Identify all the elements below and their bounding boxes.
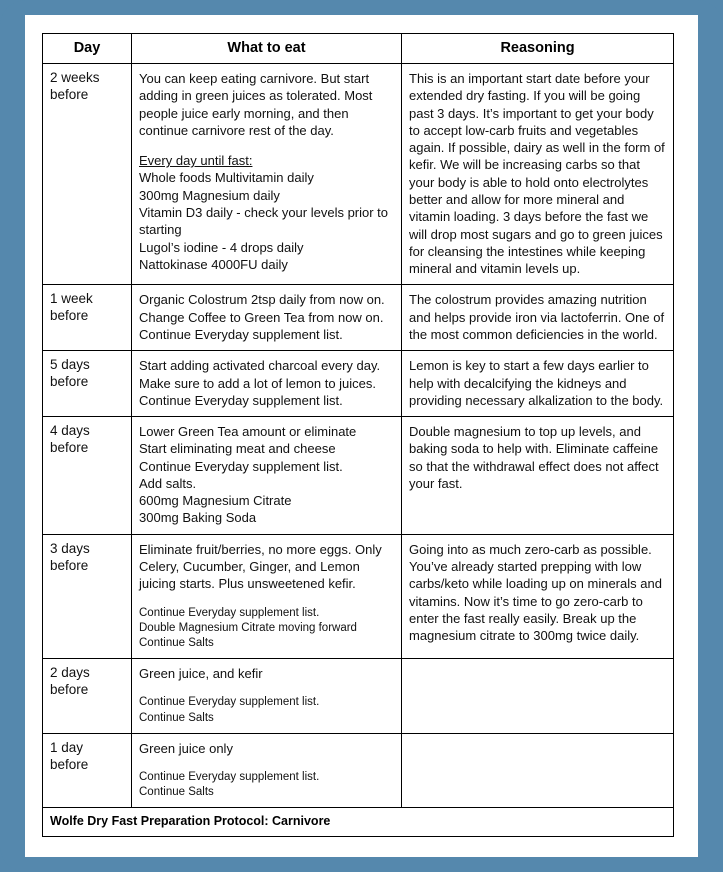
day-label: 2 weeks before: [43, 64, 132, 285]
table-row: [43, 417, 674, 535]
eat-supplement-list: [139, 152, 394, 273]
eat-line: Continue Everyday supplement list.: [139, 458, 343, 474]
eat-paragraph: Eliminate fruit/berries, no more eggs. Only Celery, Cucumber, Ginger, and Lemon juicing starts. Plus unsweetened kefir.: [139, 541, 382, 592]
reasoning-paragraph: Lemon is key to start a few days earlier to help with decalcifying the kidneys and providing necessary alkalization to the body.: [409, 358, 664, 408]
eat-supplement-list: [139, 695, 394, 725]
reasoning-cell: [402, 659, 674, 734]
eat-paragraph: Green juice only: [139, 740, 233, 756]
table-body: [43, 64, 674, 837]
eat-line: Continue Everyday supplement list.: [139, 392, 343, 408]
supplement-line: Continue Everyday supplement list.: [139, 771, 320, 784]
reasoning-paragraph: The colostrum provides amazing nutrition and helps provide iron via lactoferrin. One of the most common deficiencies in the world.: [409, 292, 665, 342]
what-to-eat-cell: [132, 659, 402, 734]
eat-supplement-list: [139, 606, 394, 652]
table-row: [43, 733, 674, 808]
reasoning-paragraph: Going into as much zero-carb as possible. You’ve already started prepping with low carbs/keto while loading up on minerals and vitamins. Now it’s time to go zero-carb to enter the fast really easily. Break up the magnesium citrate to 300mg twice daily.: [409, 541, 662, 644]
what-to-eat-cell: [132, 351, 402, 417]
eat-line: Organic Colostrum 2tsp daily from now on.: [139, 292, 385, 308]
protocol-title: Wolfe Dry Fast Preparation Protocol: Carnivore: [43, 808, 674, 837]
eat-line: 600mg Magnesium Citrate: [139, 493, 292, 509]
eat-paragraph: You can keep eating carnivore. But start adding in green juices as tolerated. Most people juice early morning, and then continue carnivore rest of the day.: [139, 71, 373, 138]
table-row: [43, 285, 674, 351]
what-to-eat-cell: [132, 285, 402, 351]
eat-line-list: [139, 357, 394, 409]
eat-line: Start eliminating meat and cheese: [139, 441, 336, 457]
reasoning-cell: [402, 733, 674, 808]
eat-line-list: [139, 291, 394, 343]
what-to-eat-cell: [132, 534, 402, 658]
reasoning-cell: [402, 351, 674, 417]
supplement-line: Continue Everyday supplement list.: [139, 606, 320, 619]
reasoning-cell: [402, 417, 674, 535]
day-label: 1 day before: [43, 733, 132, 808]
reasoning-paragraph: Double magnesium to top up levels, and baking soda to help with. Eliminate caffeine so that the withdrawal effect does not affect your fast.: [409, 424, 659, 491]
table-row: [43, 351, 674, 417]
eat-line: 300mg Baking Soda: [139, 510, 257, 526]
table-header: [43, 34, 674, 64]
reasoning-paragraph: This is an important start date before your extended dry fasting. If you will be going past 3 days. It’s important to get your body to accept low-carb fruits and vegetables again. If possible, dairy as well in the form of kefir. We will be increasing carbs so that your body is able to hold onto electrolytes better and allow for more mineral and vitamin loading. 3 days before the fast we will drop most sugars and go to green juices for cleansing the intestines while keeping mineral and vitamin levels up.: [409, 71, 665, 277]
eat-line: Add salts.: [139, 475, 197, 491]
eat-line: Continue Everyday supplement list.: [139, 326, 343, 342]
reasoning-cell: [402, 534, 674, 658]
table-row: [43, 534, 674, 658]
supplement-list-heading: Every day until fast:: [139, 153, 253, 169]
supplement-line: Whole foods Multivitamin daily: [139, 170, 314, 186]
day-label: 1 week before: [43, 285, 132, 351]
day-label: 5 days before: [43, 351, 132, 417]
reasoning-cell: [402, 285, 674, 351]
day-label: 2 days before: [43, 659, 132, 734]
day-label: 4 days before: [43, 417, 132, 535]
document-paper: [25, 15, 698, 857]
supplement-line: Vitamin D3 daily - check your levels prior to starting: [139, 204, 389, 238]
supplement-line: Continue Everyday supplement list.: [139, 696, 320, 709]
column-header-reasoning: Reasoning: [402, 34, 674, 64]
eat-supplement-list: [139, 770, 394, 800]
eat-line-list: [139, 423, 394, 527]
table-row: [43, 64, 674, 285]
supplement-line: Continue Salts: [139, 786, 214, 799]
eat-line: Lower Green Tea amount or eliminate: [139, 424, 357, 440]
reasoning-cell: [402, 64, 674, 285]
supplement-line: 300mg Magnesium daily: [139, 187, 280, 203]
supplement-line: Continue Salts: [139, 636, 214, 649]
day-label: 3 days before: [43, 534, 132, 658]
eat-paragraph: Green juice, and kefir: [139, 666, 263, 682]
supplement-line: Double Magnesium Citrate moving forward: [139, 621, 357, 634]
supplement-line: Nattokinase 4000FU daily: [139, 256, 288, 272]
what-to-eat-cell: [132, 64, 402, 285]
eat-line: Start adding activated charcoal every day.: [139, 358, 381, 374]
supplement-line: Continue Salts: [139, 711, 214, 724]
eat-line: Change Coffee to Green Tea from now on.: [139, 309, 384, 325]
table-row: [43, 659, 674, 734]
supplement-line: Lugol’s iodine - 4 drops daily: [139, 239, 304, 255]
column-header-day: Day: [43, 34, 132, 64]
dry-fast-protocol-table: [42, 33, 674, 837]
what-to-eat-cell: [132, 417, 402, 535]
column-header-what-to-eat: What to eat: [132, 34, 402, 64]
what-to-eat-cell: [132, 733, 402, 808]
eat-line: Make sure to add a lot of lemon to juices.: [139, 375, 377, 391]
header-row: [43, 34, 674, 64]
table-footer-row: [43, 808, 674, 837]
